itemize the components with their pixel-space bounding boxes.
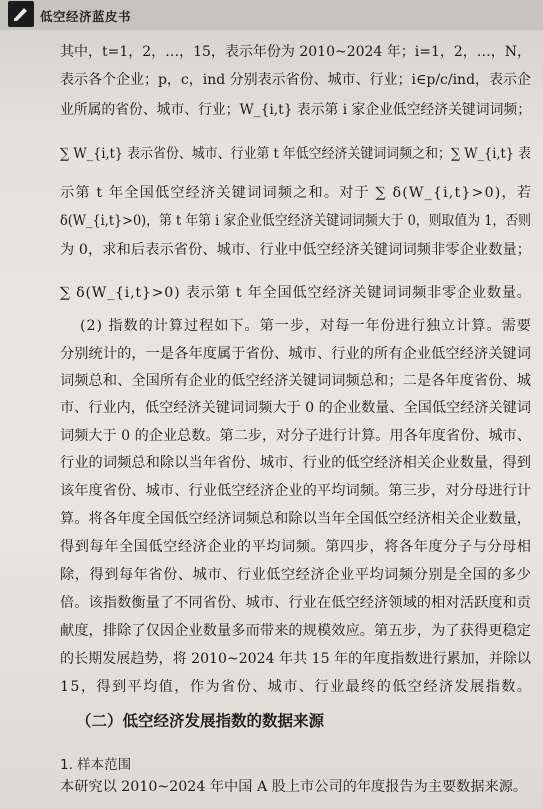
body-line xyxy=(0,182,543,204)
body-line xyxy=(0,315,543,337)
body-line-text: 献度，排除了仅因企业数量多而带来的规模效应。第五步，为了获得更稳定 xyxy=(60,623,532,639)
body-line xyxy=(0,397,543,419)
body-line-text: 业所属的省份、城市、行业；W_{i,t} 表示第 i 家企业低空经济关键词词频； xyxy=(60,102,531,118)
subsection-heading: 1. 样本范围 xyxy=(60,757,132,773)
body-line xyxy=(0,536,543,558)
body-line xyxy=(0,143,543,165)
running-header xyxy=(0,0,543,30)
body-line-text: 词频总和、全国所有企业的低空经济关键词词频总和；二是各年度省份、城 xyxy=(60,373,532,389)
body-line xyxy=(0,99,543,121)
body-line-text: 分别统计的，一是各年度属于省份、城市、行业的所有企业低空经济关键词 xyxy=(60,346,532,362)
body-line xyxy=(0,564,543,586)
body-line xyxy=(0,480,543,502)
body-line xyxy=(0,676,543,698)
book-series-logo xyxy=(8,1,34,27)
body-line-text: 市、行业内，低空经济关键词词频大于 0 的企业数量、全国低空经济关键词 xyxy=(60,400,531,416)
body-line-text: 算。将各年度全国低空经济词频总和除以当年全国低空经济相关企业数量， xyxy=(60,511,532,527)
body-line xyxy=(0,282,543,304)
body-line-text: (2) 指数的计算过程如下。第一步，对每一年份进行独立计算。需要 xyxy=(80,318,532,334)
body-line xyxy=(0,343,543,365)
body-line-text: ∑ δ(W_{i,t}>0) 表示第 t 年全国低空经济关键词词频非零企业数量。 xyxy=(60,285,532,301)
body-line-text: 得到每年全国低空经济企业的平均词频。第四步，将各年度分子与分母相 xyxy=(60,539,532,555)
body-line-text: ∑ W_{i,t} 表示省份、城市、行业第 t 年低空经济关键词词频之和；∑ W_{i,t} 表 xyxy=(60,146,531,162)
section-heading: （二）低空经济发展指数的数据来源 xyxy=(76,712,325,730)
body-line xyxy=(0,69,543,91)
body-line xyxy=(0,370,543,392)
body-line-text: 示第 t 年全国低空经济关键词词频之和。对于 ∑ δ(W_{i,t}>0)，若 xyxy=(60,185,533,201)
body-line-text: 词频大于 0 的企业总数。第二步，对分子进行计算。用各年度省份、城市、 xyxy=(60,428,531,444)
body-line xyxy=(0,41,543,63)
body-line-text: 的长期发展趋势，将 2010~2024 年共 15 年的年度指数进行累加，并除以 xyxy=(60,651,531,667)
body-line-text: 15，得到平均值，作为省份、城市、行业最终的低空经济发展指数。 xyxy=(60,679,533,695)
body-line-text: 行业的词频总和除以当年省份、城市、行业的低空经济相关企业数量，得到 xyxy=(60,455,532,471)
body-line-text: 其中，t=1，2，…，15，表示年份为 2010~2024 年；i=1，2，…，N， xyxy=(60,44,531,60)
body-line xyxy=(0,210,543,232)
body-line xyxy=(0,508,543,530)
body-line-text: 倍。该指数衡量了不同省份、城市、行业在低空经济领域的相对活跃度和贡 xyxy=(60,595,532,611)
body-line xyxy=(0,648,543,670)
body-line-text: 该年度省份、城市、行业低空经济企业的平均词频。第三步，对分母进行计 xyxy=(60,483,532,499)
body-line xyxy=(0,620,543,642)
body-line xyxy=(0,239,543,261)
body-line xyxy=(0,592,543,614)
body-line-text: δ(W_{i,t}>0)，第 t 年第 i 家企业低空经济关键词词频大于 0，则取值为 1，否则 xyxy=(60,213,531,229)
body-line: 本研究以 2010~2024 年中国 A 股上市公司的年度报告为主要数据来源。 xyxy=(60,779,528,795)
body-line-text: 除，得到每年省份、城市、行业低空经济企业平均词频分别是全国的多少 xyxy=(60,567,532,583)
body-line-text: 表示各个企业；p，c，ind 分别表示省份、城市、行业；i∈p/c/ind，表示企 xyxy=(60,72,531,88)
body-line xyxy=(0,425,543,447)
body-line-text: 为 0，求和后表示省份、城市、行业中低空经济关键词词频非零企业数量； xyxy=(60,242,532,258)
series-title: 低空经济蓝皮书 xyxy=(40,9,132,24)
body-line xyxy=(0,452,543,474)
